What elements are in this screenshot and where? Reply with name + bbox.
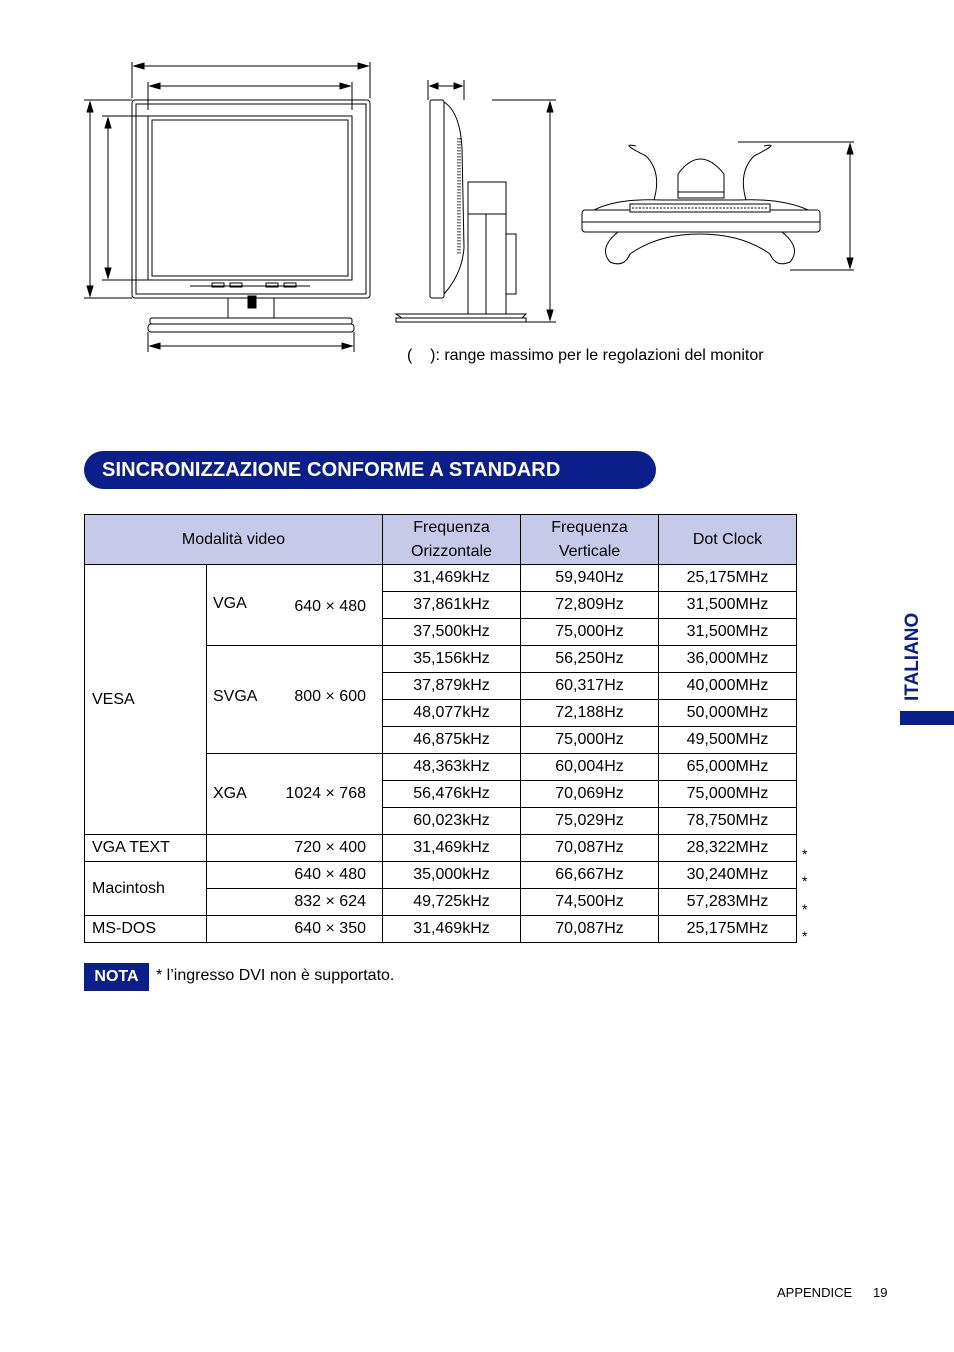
resolution-cell: 832 × 624	[207, 889, 383, 916]
dot-clock-cell: 75,000MHz	[659, 781, 797, 808]
h-freq-cell: 37,879kHz	[383, 673, 521, 700]
dot-clock-cell: 78,750MHz	[659, 808, 797, 835]
h-freq-cell: 60,023kHz	[383, 808, 521, 835]
group-name: SVGA	[213, 688, 258, 705]
mode-cell: Macintosh	[85, 862, 207, 916]
h-freq-cell: 46,875kHz	[383, 727, 521, 754]
dot-clock-cell: 57,283MHz	[659, 889, 797, 916]
table-row	[85, 916, 797, 943]
dot-clock-cell: 25,175MHz	[659, 916, 797, 943]
header-h-freq-line2: Orizzontale	[411, 542, 492, 560]
group-name: VGA	[213, 595, 247, 612]
dot-clock-cell: 31,500MHz	[659, 619, 797, 646]
header-mode: Modalità video	[85, 515, 383, 565]
group-resolution: 1024 × 768	[285, 785, 366, 802]
note-text: * l’ingresso DVI non è supportato.	[156, 967, 395, 984]
footer-page-number: 19	[873, 1285, 888, 1300]
dot-clock-cell: 28,322MHz	[659, 835, 797, 862]
v-freq-cell: 59,940Hz	[521, 565, 659, 592]
footnote-marker: *	[802, 846, 808, 862]
v-freq-cell: 70,087Hz	[521, 916, 659, 943]
table-header-row	[85, 515, 797, 565]
v-freq-cell: 75,000Hz	[521, 619, 659, 646]
dot-clock-cell: 30,240MHz	[659, 862, 797, 889]
table-row	[85, 835, 797, 862]
language-tab-label: ITALIANO	[902, 612, 923, 701]
dot-clock-cell: 31,500MHz	[659, 592, 797, 619]
table-row	[85, 862, 797, 889]
v-freq-cell: 72,809Hz	[521, 592, 659, 619]
v-freq-cell: 60,004Hz	[521, 754, 659, 781]
footer-section: APPENDICE	[777, 1285, 853, 1300]
mode-cell: VGA TEXT	[85, 835, 207, 862]
v-freq-cell: 70,087Hz	[521, 835, 659, 862]
dot-clock-cell: 49,500MHz	[659, 727, 797, 754]
v-freq-cell: 72,188Hz	[521, 700, 659, 727]
v-freq-cell: 74,500Hz	[521, 889, 659, 916]
vesa-label: VESA	[85, 565, 207, 835]
mode-cell: MS-DOS	[85, 916, 207, 943]
v-freq-cell: 66,667Hz	[521, 862, 659, 889]
back-view-drawing	[578, 136, 864, 276]
header-h-freq-line1: Frequenza	[413, 518, 490, 536]
footnote-marker: *	[802, 928, 808, 944]
header-v-freq-line2: Verticale	[558, 542, 621, 560]
h-freq-cell: 37,500kHz	[383, 619, 521, 646]
group-svga	[207, 646, 383, 754]
header-dot-clock: Dot Clock	[659, 515, 797, 565]
h-freq-cell: 48,077kHz	[383, 700, 521, 727]
h-freq-cell: 35,000kHz	[383, 862, 521, 889]
v-freq-cell: 60,317Hz	[521, 673, 659, 700]
front-view-drawing	[80, 58, 380, 353]
v-freq-cell: 75,029Hz	[521, 808, 659, 835]
h-freq-cell: 35,156kHz	[383, 646, 521, 673]
side-view-drawing	[392, 78, 564, 330]
footnote-marker: *	[802, 901, 808, 917]
h-freq-cell: 31,469kHz	[383, 835, 521, 862]
h-freq-cell: 37,861kHz	[383, 592, 521, 619]
v-freq-cell: 70,069Hz	[521, 781, 659, 808]
h-freq-cell: 31,469kHz	[383, 565, 521, 592]
v-freq-cell: 56,250Hz	[521, 646, 659, 673]
header-v-freq	[521, 515, 659, 565]
h-freq-cell: 31,469kHz	[383, 916, 521, 943]
dot-clock-cell: 50,000MHz	[659, 700, 797, 727]
group-xga	[207, 754, 383, 835]
language-tab-marker	[900, 711, 954, 725]
note-badge: NOTA	[84, 963, 149, 991]
sync-table	[84, 514, 797, 943]
group-resolution: 640 × 480	[294, 598, 366, 615]
footnote-marker: *	[802, 873, 808, 889]
group-resolution: 800 × 600	[294, 688, 366, 705]
section-title: SINCRONIZZAZIONE CONFORME A STANDARD	[84, 451, 656, 489]
h-freq-cell: 48,363kHz	[383, 754, 521, 781]
h-freq-cell: 49,725kHz	[383, 889, 521, 916]
group-name: XGA	[213, 785, 247, 802]
resolution-cell: 640 × 480	[207, 862, 383, 889]
dot-clock-cell: 36,000MHz	[659, 646, 797, 673]
v-freq-cell: 75,000Hz	[521, 727, 659, 754]
resolution-cell: 640 × 350	[207, 916, 383, 943]
header-v-freq-line1: Frequenza	[551, 518, 628, 536]
dot-clock-cell: 65,000MHz	[659, 754, 797, 781]
resolution-cell: 720 × 400	[207, 835, 383, 862]
group-vga	[207, 565, 383, 646]
header-h-freq	[383, 515, 521, 565]
h-freq-cell: 56,476kHz	[383, 781, 521, 808]
drawing-caption: ( ): range massimo per le regolazioni del monitor	[407, 347, 764, 364]
dot-clock-cell: 25,175MHz	[659, 565, 797, 592]
table-row	[85, 565, 797, 592]
dot-clock-cell: 40,000MHz	[659, 673, 797, 700]
